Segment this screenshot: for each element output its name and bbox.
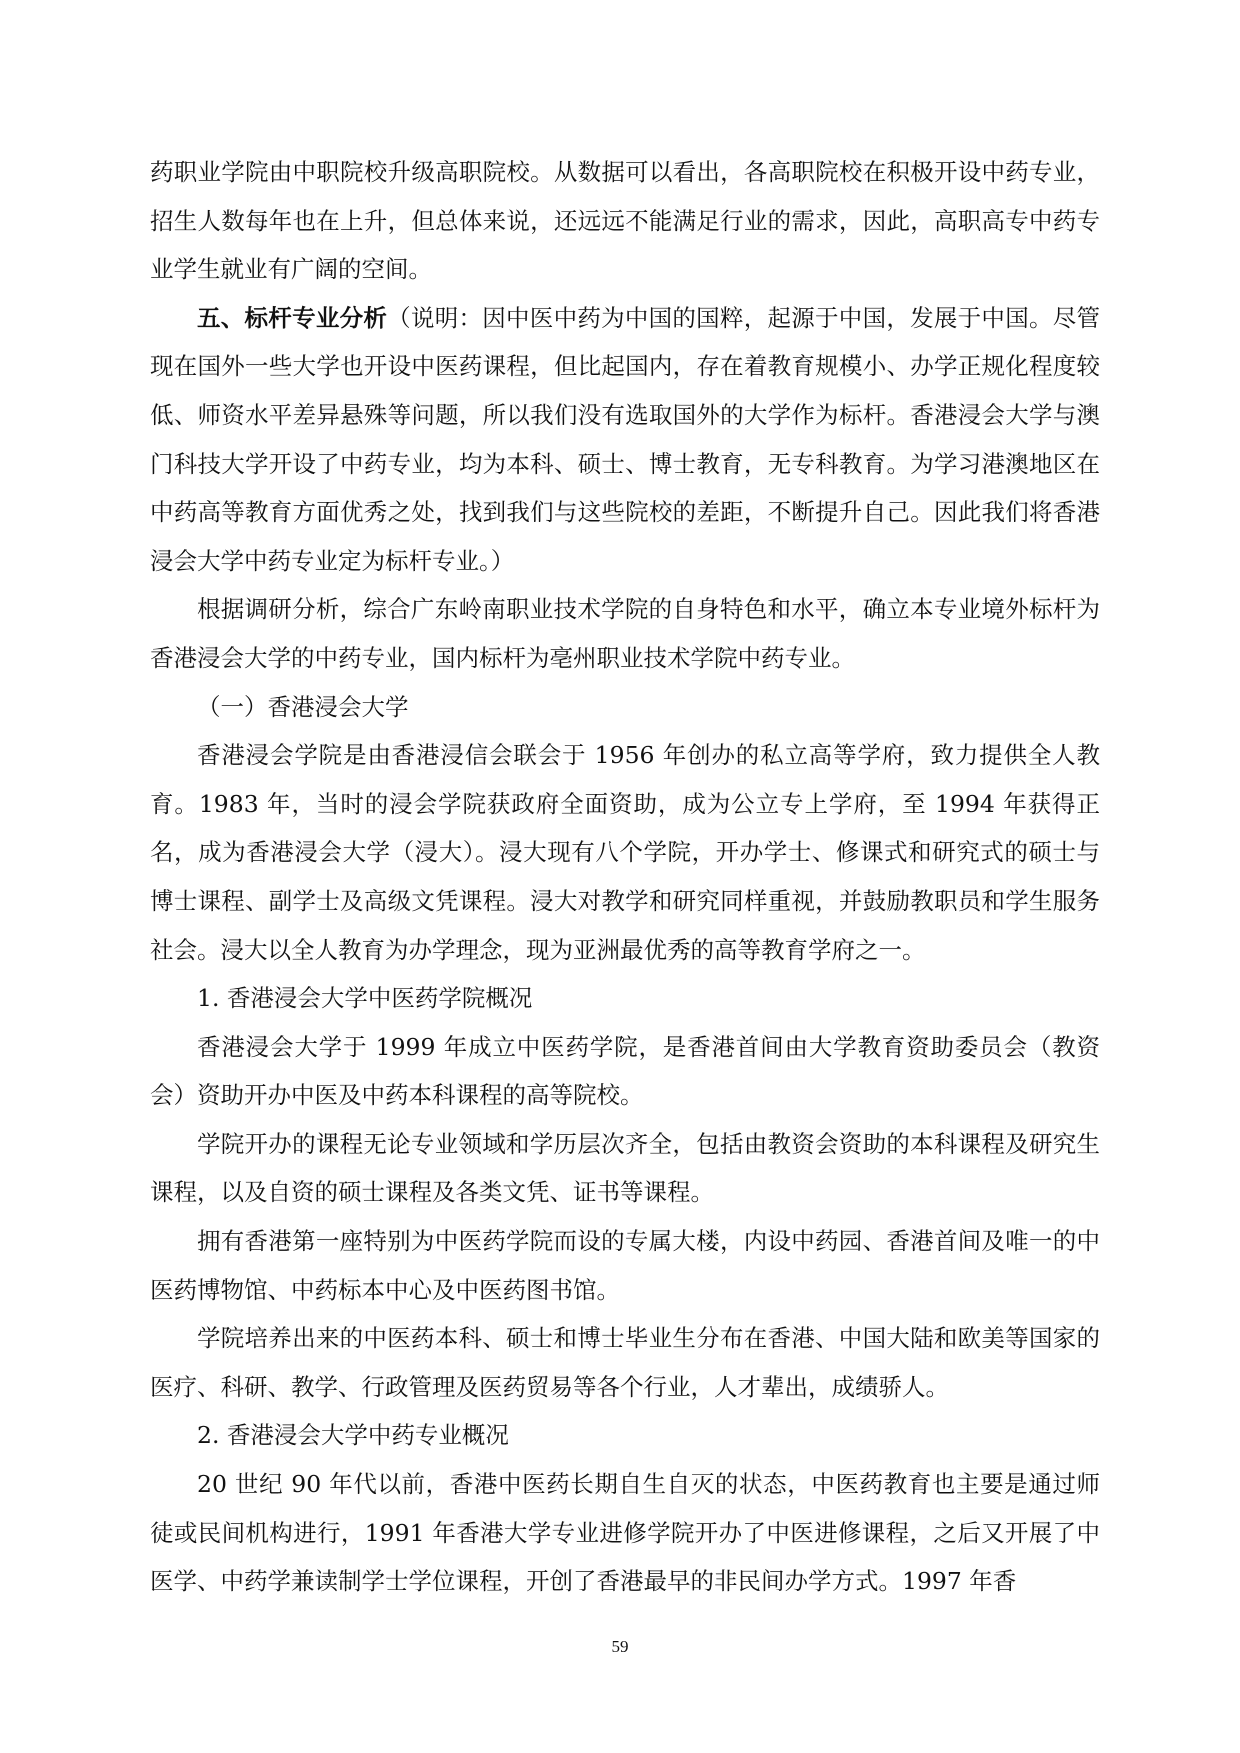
paragraph-text: 香港浸会大学于 1999 年成立中医药学院，是香港首间由大学教育资助委员会（教资会）资助开办中医及中药本科课程的高等院校。 [150, 1032, 1100, 1110]
paragraph-benchmark-analysis [150, 294, 1100, 586]
list-heading-school-overview [150, 974, 1100, 1023]
page-number: 59 [611, 1637, 629, 1656]
paragraph-graduate-employment [150, 148, 1100, 294]
paragraph-text: 2. 香港浸会大学中药专业概况 [197, 1421, 509, 1450]
paragraph-text: （一）香港浸会大学 [197, 692, 409, 721]
paragraph-hkbu-history [150, 731, 1100, 974]
paragraph-text: 1. 香港浸会大学中医药学院概况 [197, 984, 533, 1013]
paragraph-school-founding [150, 1023, 1100, 1120]
list-heading-major-overview [150, 1411, 1100, 1460]
paragraph-text: 拥有香港第一座特别为中医药学院而设的专属大楼，内设中药园、香港首间及唯一的中医药博物馆、中药标本中心及中医药图书馆。 [150, 1227, 1100, 1304]
paragraph-text: 药职业学院由中职院校升级高职院校。从数据可以看出，各高职院校在积极开设中药专业，招生人数每年也在上升，但总体来说，还远远不能满足行业的需求，因此，高职高专中药专业学生就业有广阔的空间。 [150, 158, 1100, 284]
paragraph-text: 香港浸会学院是由香港浸信会联会于 1956 年创办的私立高等学府，致力提供全人教育。1983 年，当时的浸会学院获政府全面资助，成为公立专上学府，至 1994 年获得正名，成为香港浸会大学（浸大）。浸大现有八个学院，开办学士、修课式和研究式的硕士与博士课程、副学士及高级文凭课程。浸大对教学和研究同样重视，并鼓励教职员和学生服务社会。浸大以全人教育为办学理念，现为亚洲最优秀的高等教育学府之一。 [150, 741, 1100, 964]
paragraph-text: （说明：因中医中药为中国的国粹，起源于中国，发展于中国。尽管现在国外一些大学也开设中医药课程，但比起国内，存在着教育规模小、办学正规化程度较低、师资水平差异悬殊等问题，所以我们没有选取国外的大学作为标杆。香港浸会大学与澳门科技大学开设了中药专业，均为本科、硕士、博士教育，无专科教育。为学习港澳地区在中药高等教育方面优秀之处，找到我们与这些院校的差距，不断提升自己。因此我们将香港浸会大学中药专业定为标杆专业。） [150, 303, 1101, 575]
paragraph-text: 学院开办的课程无论专业领域和学历层次齐全，包括由教资会资助的本科课程及研究生课程，以及自资的硕士课程及各类文凭、证书等课程。 [150, 1129, 1100, 1207]
paragraph-text: 根据调研分析，综合广东岭南职业技术学院的自身特色和水平，确立本专业境外标杆为香港浸会大学的中药专业，国内标杆为亳州职业技术学院中药专业。 [150, 595, 1100, 672]
paragraph-hk-tcm-history [150, 1460, 1100, 1606]
paragraph-school-building [150, 1217, 1100, 1314]
paragraph-text: 学院培养出来的中医药本科、硕士和博士毕业生分布在香港、中国大陆和欧美等国家的医疗、科研、教学、行政管理及医药贸易等各个行业，人才辈出，成绩骄人。 [150, 1324, 1100, 1401]
section-heading-benchmark: 五、标杆专业分析 [197, 303, 388, 332]
paragraph-school-programs [150, 1120, 1100, 1217]
paragraph-benchmark-selection [150, 585, 1100, 682]
subsection-heading-hkbu [150, 683, 1100, 732]
paragraph-school-graduates [150, 1314, 1100, 1411]
paragraph-text: 20 世纪 90 年代以前，香港中医药长期自生自灭的状态，中医药教育也主要是通过师徒或民间机构进行，1991 年香港大学专业进修学院开办了中医进修课程，之后又开展了中医学、中药学兼读制学士学位课程，开创了香港最早的非民间办学方式。1997 年香 [150, 1470, 1100, 1596]
document-body [150, 148, 1100, 1606]
